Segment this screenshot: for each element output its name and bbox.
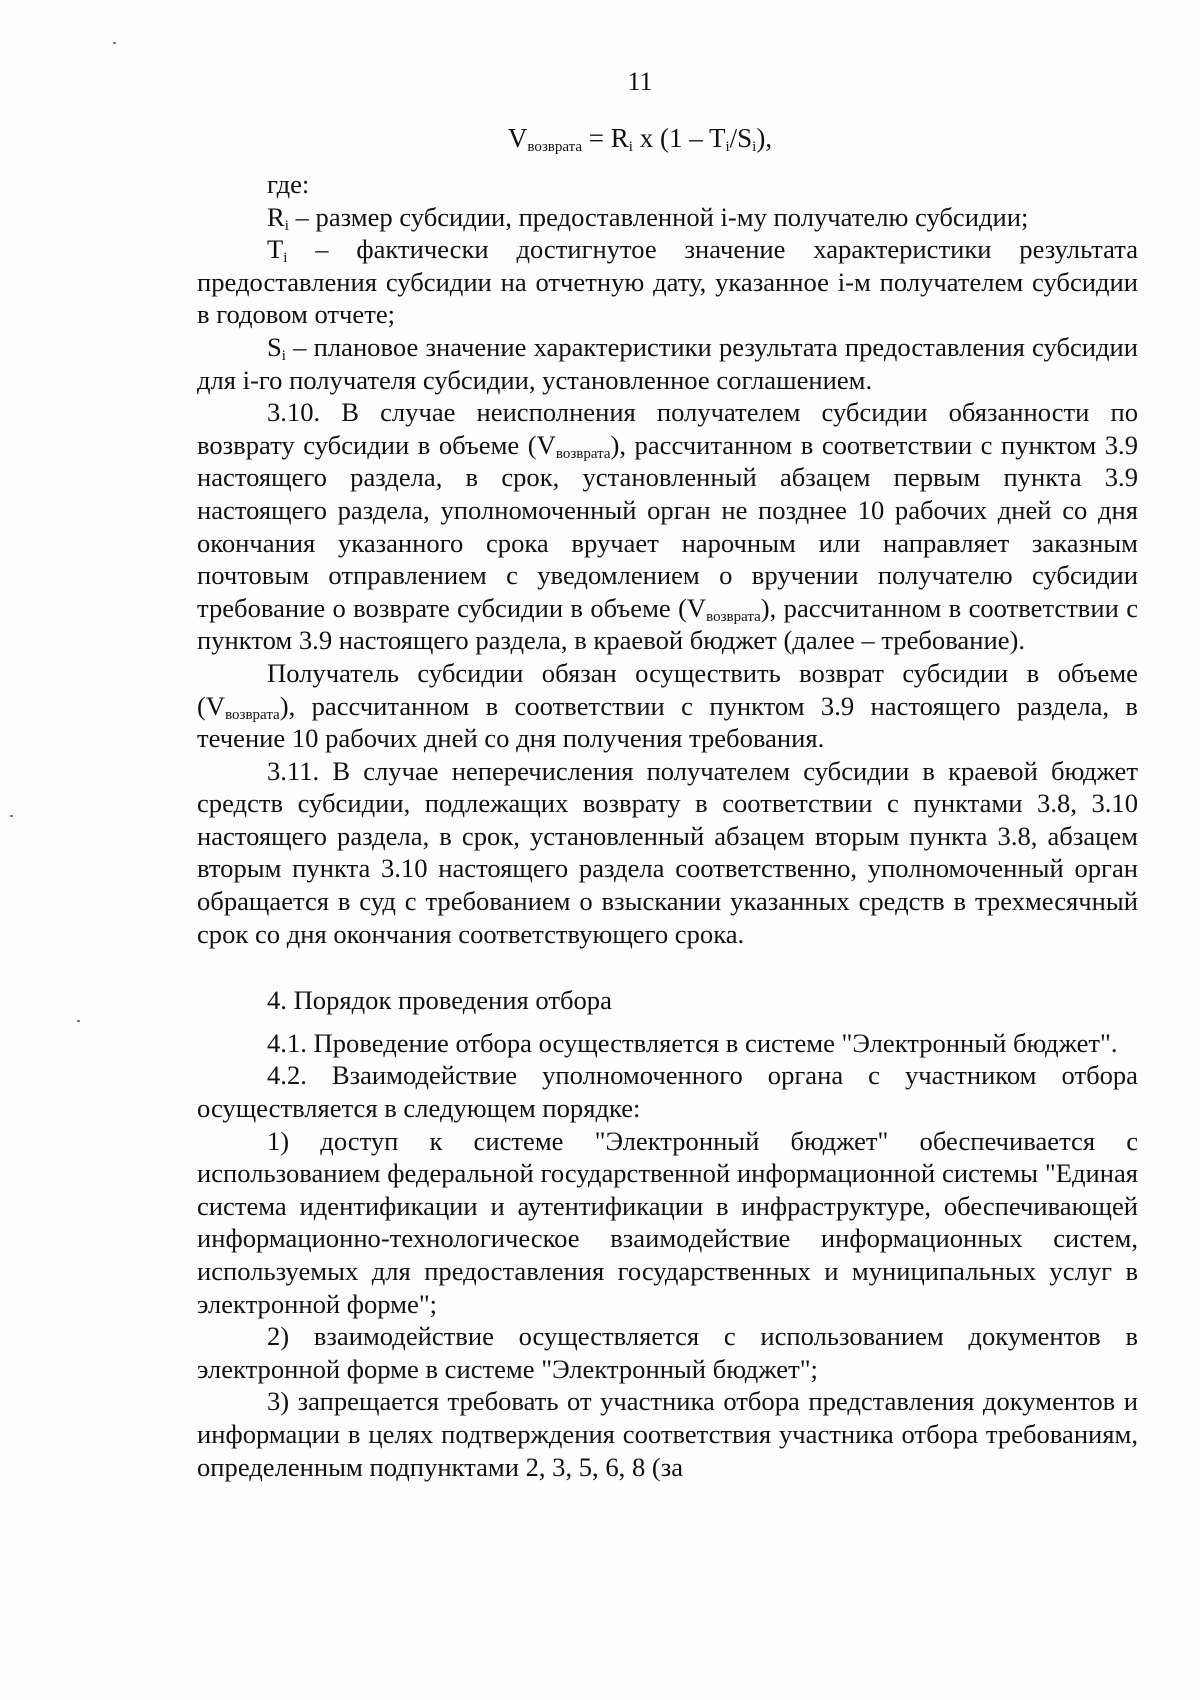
symbol-s: S: [267, 331, 282, 362]
definition-t: [197, 233, 1138, 331]
symbol-r: R: [267, 201, 285, 232]
formula-part-3: /S: [729, 123, 753, 153]
paragraph-return-part-a: Получатель субсидии обязан осуществить возврат субсидии в объеме (V: [197, 657, 1138, 721]
formula-r-subscript: i: [628, 139, 633, 155]
paragraph-3-11: 3.11. В случае неперечисления получателем субсидии в краевой бюджет средств субсидии, подлежащих возврату в соответствии с пунктами 3.8, 3.10 настоящего раздела, в срок, установленный абзацем вторым пункта 3.8, абзацем вторым пункта 3.10 настоящего раздела соответственно, уполномоченный орган обращается в суд с требованием о взыскании указанных средств в трехмесячный срок со дня окончания соответствующего срока.: [197, 755, 1138, 949]
symbol-s-subscript: i: [281, 347, 286, 364]
paragraph-3-10-part-c: ), рассчитанном в соответствии с пунктом 3.9 настоящего раздела, в краевой бюджет (далее – требование).: [197, 592, 1138, 656]
formula-part-4: ),: [756, 123, 773, 153]
paragraph-4-1: 4.1. Проведение отбора осуществляется в системе "Электронный бюджет".: [267, 1027, 1118, 1058]
paragraph-3-10-subscript-2: возврата: [706, 608, 761, 625]
definition-r: [197, 201, 1138, 234]
document-body: [197, 168, 1138, 1483]
paragraph-3-10-part-a: 3.10. В случае неисполнения получателем субсидии обязанности по возврату субсидии в объеме (V: [197, 397, 1138, 460]
definition-s-text: – плановое значение характеристики результата предоставления субсидии для i-го получателя субсидии, установленное соглашением.: [197, 331, 1138, 395]
formula-part-2: x (1 – T: [632, 123, 726, 153]
paragraph-return-subscript: возврата: [225, 706, 280, 723]
symbol-t: T: [267, 234, 284, 265]
list-item-1: 1) доступ к системе "Электронный бюджет" обеспечивается с использованием федеральной государственной информационной системы "Единая система идентификации и аутентификации в инфраструктуре, обеспечивающей информационно-технологическое взаимодействие информационных систем, используемых для предоставления государственных и муниципальных услуг в электронной форме";: [197, 1125, 1138, 1319]
scan-speck: [10, 815, 13, 817]
formula-v: V: [507, 123, 528, 153]
paragraph-3-10-subscript-1: возврата: [555, 445, 611, 462]
paragraph-3-10-part-b: ), рассчитанном в соответствии с пунктом 3.9 настоящего раздела, в срок, установленный абзацем первым пункта 3.9 настоящего раздела, уполномоченный орган не позднее 10 рабочих дней со дня окончания указанного срока вручает нарочным или направляет заказным почтовым отправлением с уведомлением о вручении получателю субсидии требование о возврате субсидии в объеме (V: [197, 429, 1138, 623]
symbol-t-subscript: i: [283, 250, 288, 267]
section-4-title: 4. Порядок проведения отбора: [267, 985, 612, 1016]
formula-s-subscript: i: [752, 139, 757, 155]
formula-t-subscript: i: [725, 139, 730, 155]
page-number: 11: [627, 67, 653, 96]
scan-speck: [77, 1020, 80, 1022]
definition-t-text: – фактически достигнутое значение характеристики результата предоставления субсидии на отчетную дату, указанное i-м получателем субсидии в годовом отчете;: [197, 234, 1138, 330]
paragraph-return-obligation: [197, 657, 1138, 755]
formula-v-subscript: возврата: [527, 139, 583, 155]
list-item-2: 2) взаимодействие осуществляется с использованием документов в электронной форме в системе "Электронный бюджет";: [197, 1321, 1138, 1384]
scan-speck: [113, 42, 116, 44]
definition-r-text: – размер субсидии, предоставленной i-му получателю субсидии;: [288, 201, 1029, 232]
list-item-3: 3) запрещается требовать от участника отбора представления документов и информации в целях подтверждения соответствия участника отбора требованиям, определенным подпунктами 2, 3, 5, 6, 8 (за: [197, 1386, 1138, 1482]
paragraph-3-10: [197, 396, 1138, 657]
definition-s: [197, 331, 1138, 396]
refund-formula: [0, 122, 1200, 164]
formula-part-1: = R: [582, 123, 629, 153]
paragraph-return-part-b: ), рассчитанном в соответствии с пунктом 3.9 настоящего раздела, в течение 10 рабочих дней со дня получения требования.: [197, 690, 1138, 754]
where-label: где:: [267, 169, 310, 199]
symbol-r-subscript: i: [284, 217, 289, 234]
paragraph-4-2: 4.2. Взаимодействие уполномоченного органа с участником отбора осуществляется в следующем порядке:: [197, 1060, 1138, 1124]
